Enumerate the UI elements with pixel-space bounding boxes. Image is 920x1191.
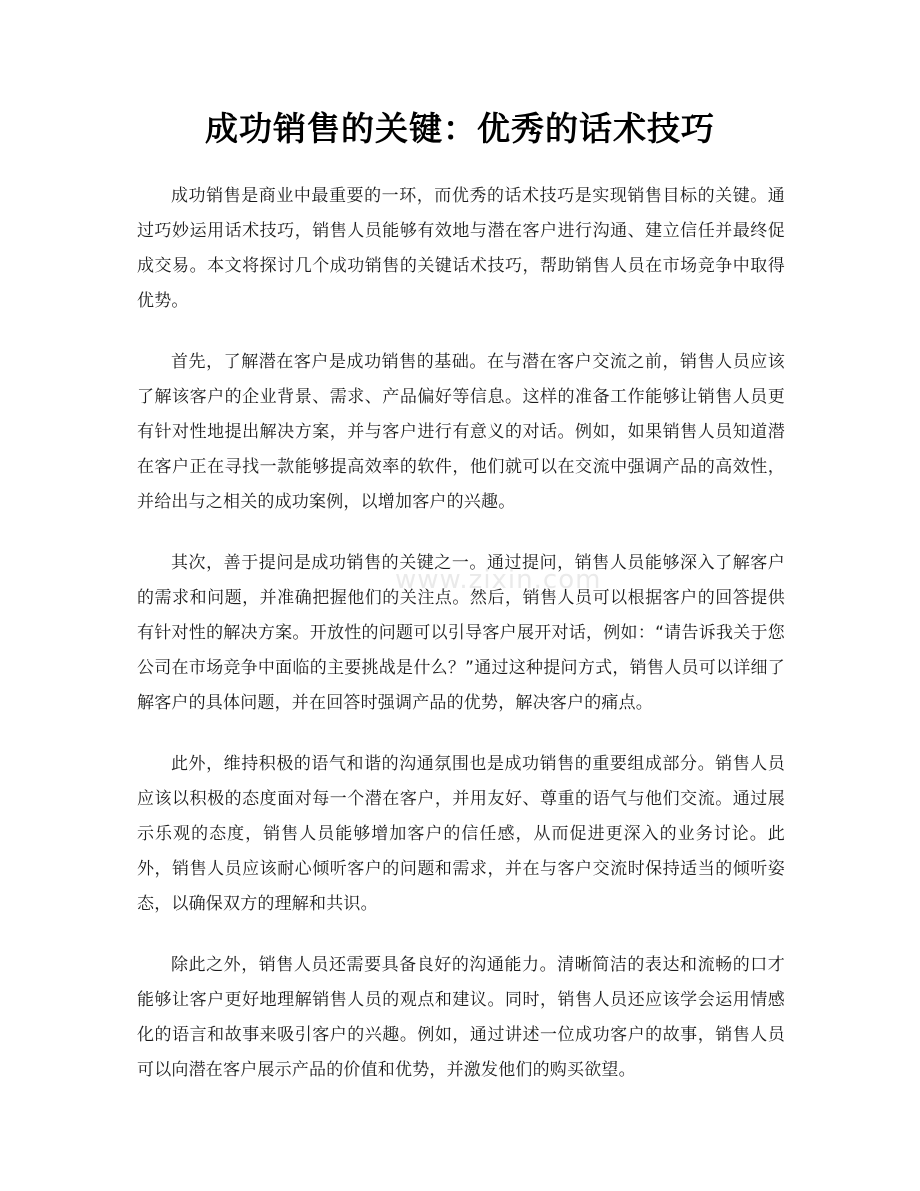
paragraph-communication-skills: 除此之外，销售人员还需要具备良好的沟通能力。清晰简洁的表达和流畅的口才能够让客户更好地理解销售人员的观点和建议。同时，销售人员还应该学会运用情感化的语言和故事来吸引客户的兴趣。例如，通过讲述一位成功客户的故事，销售人员可以向潜在客户展示产品的价值和优势，并激发他们的购买欲望。: [137, 955, 785, 1080]
document-title: 成功销售的关键：优秀的话术技巧: [205, 109, 715, 148]
paragraph-asking-questions: 其次，善于提问是成功销售的关键之一。通过提问，销售人员能够深入了解客户的需求和问题，并准确把握他们的关注点。然后，销售人员可以根据客户的回答提供有针对性的解决方案。开放性的问题可以引导客户展开对话，例如：“请告诉我关于您公司在市场竞争中面临的主要挑战是什么？”通过这种提问方式，销售人员可以详细了解客户的具体问题，并在回答时强调产品的优势，解决客户的痛点。: [137, 553, 785, 713]
watermark: www.zixin.com: [395, 565, 602, 595]
document-body: [137, 179, 785, 1114]
paragraph-positive-tone: 此外，维持积极的语气和谐的沟通氛围也是成功销售的重要组成部分。销售人员应该以积极的态度面对每一个潜在客户，并用友好、尊重的语气与他们交流。通过展示乐观的态度，销售人员能够增加客户的信任感，从而促进更深入的业务讨论。此外，销售人员应该耐心倾听客户的问题和需求，并在与客户交流时保持适当的倾听姿态，以确保双方的理解和共识。: [137, 754, 785, 914]
paragraph-understand-customer: 首先，了解潜在客户是成功销售的基础。在与潜在客户交流之前，销售人员应该了解该客户的企业背景、需求、产品偏好等信息。这样的准备工作能够让销售人员更有针对性地提出解决方案，并与客户进行有意义的对话。例如，如果销售人员知道潜在客户正在寻找一款能够提高效率的软件，他们就可以在交流中强调产品的高效性，并给出与之相关的成功案例，以增加客户的兴趣。: [137, 352, 785, 512]
paragraph-intro: 成功销售是商业中最重要的一环，而优秀的话术技巧是实现销售目标的关键。通过巧妙运用话术技巧，销售人员能够有效地与潜在客户进行沟通、建立信任并最终促成交易。本文将探讨几个成功销售的关键话术技巧，帮助销售人员在市场竞争中取得优势。: [137, 186, 785, 311]
